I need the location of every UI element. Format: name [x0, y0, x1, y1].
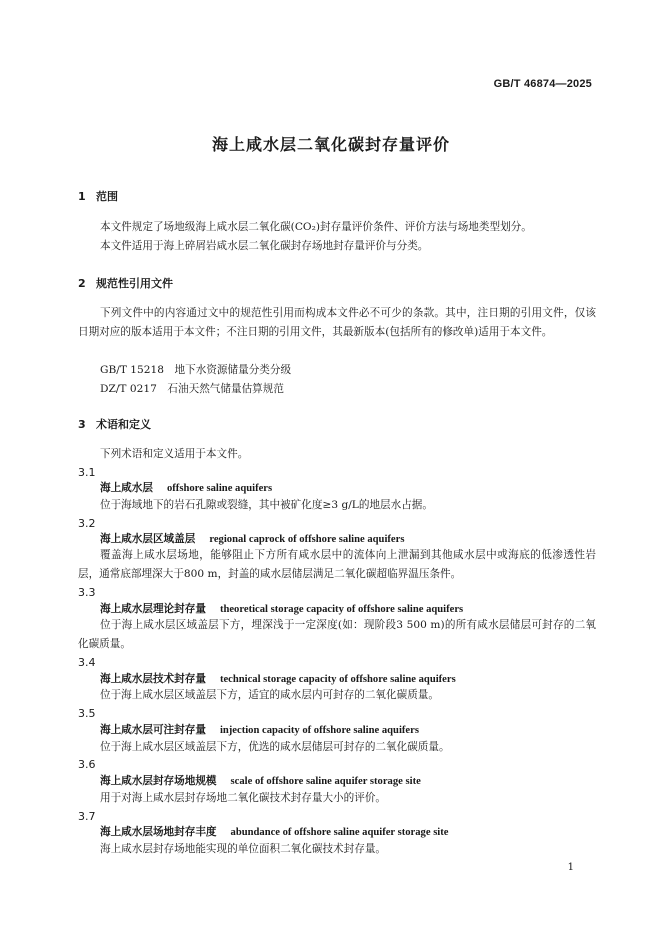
page-number: 1	[567, 862, 574, 873]
section-3-intro: 下列术语和定义适用于本文件。	[100, 448, 249, 460]
section-title: 术语和定义	[96, 418, 151, 431]
term-name-en: offshore saline aquifers	[166, 483, 273, 494]
term-number: 3.2	[78, 517, 96, 530]
section-title: 规范性引用文件	[96, 277, 173, 290]
section-number: 3	[78, 418, 86, 431]
term-number: 3.6	[78, 758, 96, 771]
term-definition: 位于海上咸水层区域盖层下方，优选的咸水层储层可封存的二氧化碳质量。	[100, 741, 450, 753]
term-name-en: theoretical storage capacity of offshore saline aquifers	[219, 604, 464, 615]
term-definition: 位于海域地下的岩石孔隙或裂缝，其中被矿化度≥3 g/L的地层水占据。	[100, 499, 433, 511]
term-name	[100, 480, 272, 495]
section-2-heading	[78, 275, 173, 291]
term-name-en: abundance of offshore saline aquifer storage site	[230, 827, 449, 838]
section-1-heading	[78, 188, 118, 204]
term-definition: 位于海上咸水层区域盖层下方，适宜的咸水层内可封存的二氧化碳质量。	[100, 689, 439, 701]
term-name	[100, 722, 419, 737]
term-name-en: scale of offshore saline aquifer storage site	[230, 776, 421, 787]
term-name	[100, 531, 404, 546]
term-number: 3.3	[78, 586, 96, 599]
section-3-heading	[78, 416, 151, 432]
term-name	[100, 773, 421, 788]
section-title: 范围	[96, 190, 118, 203]
term-number: 3.4	[78, 656, 96, 669]
term-name	[100, 671, 456, 686]
section-number: 1	[78, 190, 86, 203]
term-name-en: injection capacity of offshore saline aquifers	[219, 725, 419, 736]
section-1-paragraph-1: 本文件规定了场地级海上咸水层二氧化碳(CO₂)封存量评价条件、评价方法与场地类型划分。	[100, 221, 532, 233]
term-name-zh: 海上咸水层场地封存丰度	[100, 826, 217, 838]
term-number: 3.7	[78, 810, 96, 823]
section-1-paragraph-2: 本文件适用于海上碎屑岩咸水层二氧化碳封存场地封存量评价与分类。	[100, 240, 429, 252]
term-definition: 海上咸水层封存场地能实现的单位面积二氧化碳技术封存量。	[100, 843, 387, 855]
term-definition: 用于对海上咸水层封存场地二氧化碳技术封存量大小的评价。	[100, 792, 387, 804]
term-name	[100, 601, 463, 616]
document-title: 海上咸水层二氧化碳封存量评价	[211, 135, 450, 154]
standard-number: GB/T 46874—2025	[493, 78, 592, 90]
term-name-zh: 海上咸水层	[100, 482, 153, 494]
section-2-paragraph: 下列文件中的内容通过文中的规范性引用而构成本文件必不可少的条款。其中，注日期的引用文件，仅该日期对应的版本适用于本文件；不注日期的引用文件，其最新版本(包括所有的修改单)适用于本文件。	[78, 307, 596, 338]
term-name-zh: 海上咸水层可注封存量	[100, 724, 206, 736]
term-definition: 位于海上咸水层区域盖层下方，埋深浅于一定深度(如：现阶段3 500 m)的所有咸水层储层可封存的二氧化碳质量。	[78, 619, 596, 650]
term-name	[100, 824, 448, 839]
term-name-zh: 海上咸水层理论封存量	[100, 603, 206, 615]
term-name-zh: 海上咸水层区域盖层	[100, 533, 196, 545]
normative-reference-1: GB/T 15218 地下水资源储量分类分级	[100, 364, 292, 376]
term-name-en: regional caprock of offshore saline aquifers	[209, 534, 405, 545]
term-definition: 覆盖海上咸水层场地，能够阻止下方所有咸水层中的流体向上泄漏到其他咸水层中或海底的低渗透性岩层，通常底部埋深大于800 m，封盖的咸水层储层满足二氧化碳超临界温压条件。	[78, 549, 596, 580]
term-name-zh: 海上咸水层封存场地规模	[100, 775, 217, 787]
section-number: 2	[78, 277, 86, 290]
term-number: 3.5	[78, 707, 96, 720]
term-name-zh: 海上咸水层技术封存量	[100, 673, 206, 685]
normative-reference-2: DZ/T 0217 石油天然气储量估算规范	[100, 383, 284, 395]
term-number: 3.1	[78, 466, 96, 479]
term-name-en: technical storage capacity of offshore saline aquifers	[219, 674, 456, 685]
